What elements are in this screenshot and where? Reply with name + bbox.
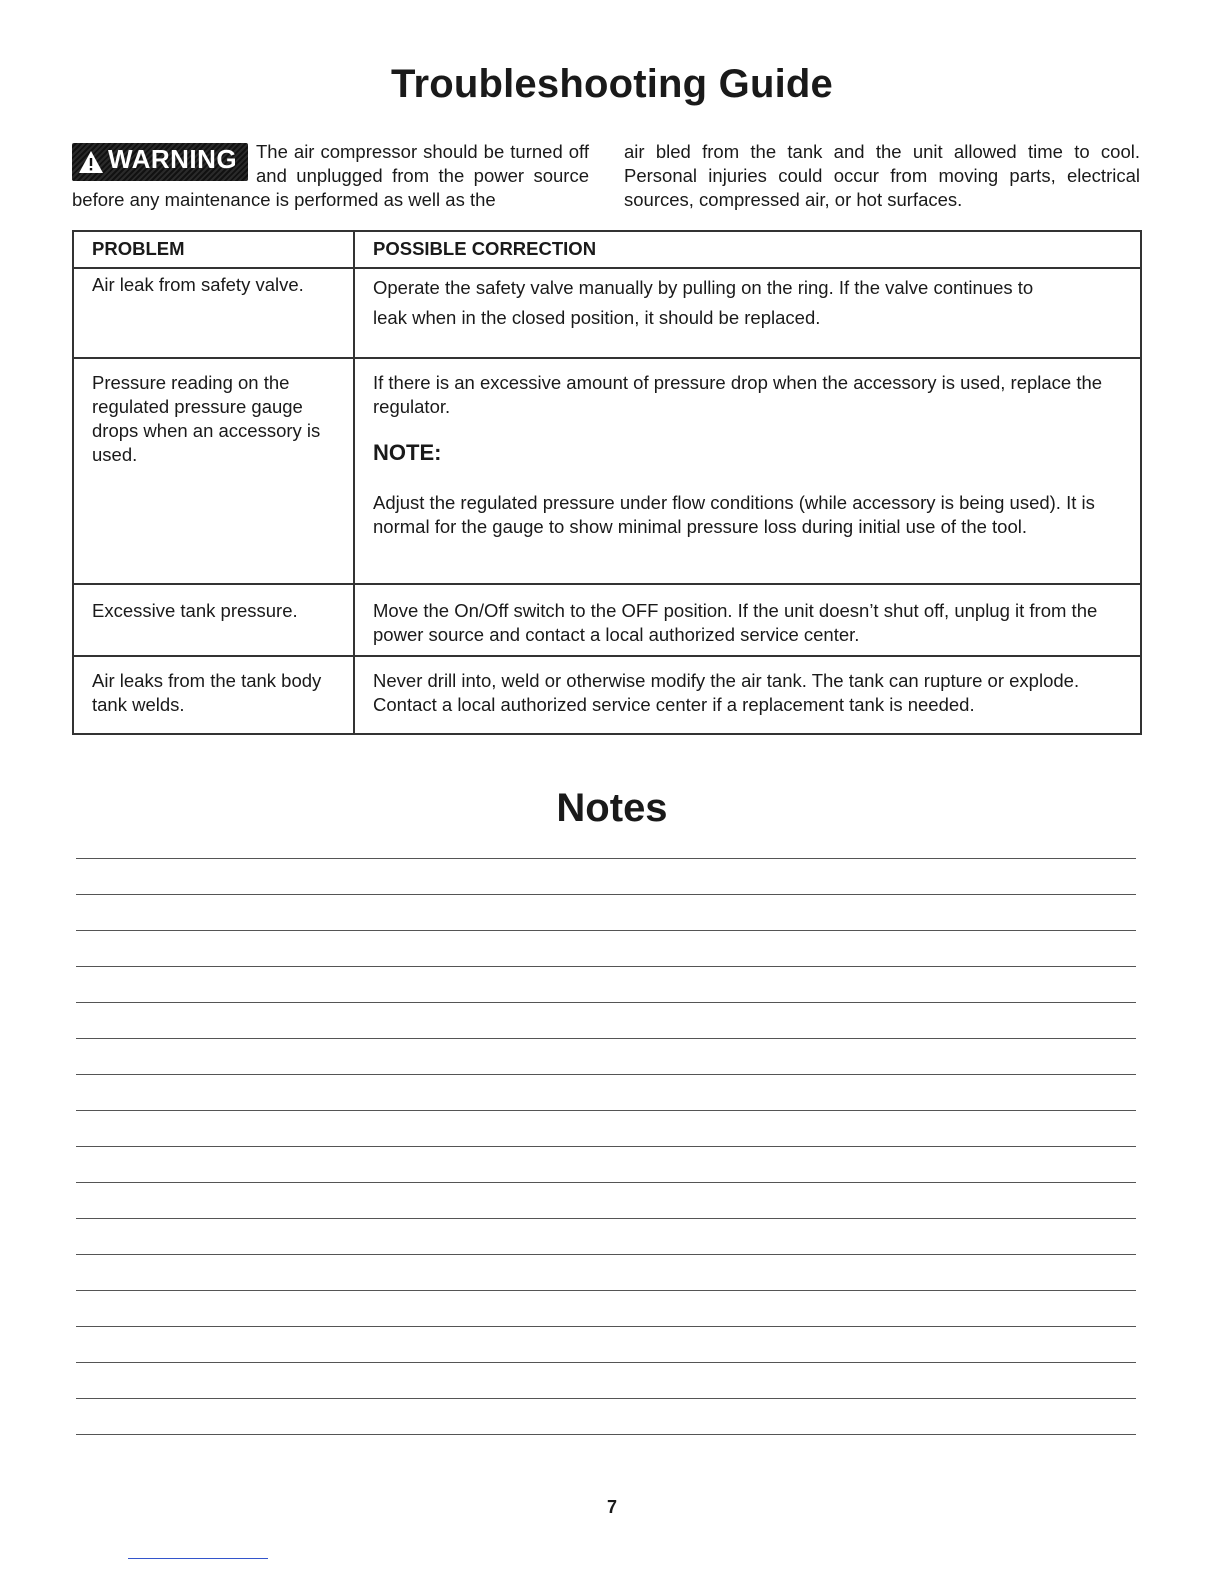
page-number: 7 bbox=[606, 1497, 617, 1517]
table-row bbox=[73, 656, 1141, 734]
correction-cell bbox=[354, 656, 1141, 734]
warning-text-left bbox=[72, 140, 589, 212]
table-row bbox=[73, 358, 1141, 584]
warning-left-text: The air compressor should be turned off and unplugged from the power source before any maintenance is performed as well as the bbox=[72, 141, 589, 210]
table-row bbox=[73, 268, 1141, 358]
correction-line: If there is an excessive amount of pressure drop when the accessory is used, replace the regulator. bbox=[373, 372, 1103, 417]
note-rule bbox=[76, 1002, 1136, 1003]
notes-title: Notes bbox=[556, 786, 668, 830]
table-header-row bbox=[73, 231, 1141, 268]
note-rule bbox=[76, 1218, 1136, 1219]
warning-text-right: air bled from the tank and the unit allowed time to cool. Personal injuries could occur from moving parts, electrical sources, compressed air, or hot surfaces. bbox=[624, 141, 1140, 210]
table-row bbox=[73, 584, 1141, 656]
warning-badge-label: WARNING bbox=[108, 144, 238, 174]
note-rule bbox=[76, 1074, 1136, 1075]
correction-cell bbox=[354, 358, 1141, 584]
correction-line: Operate the safety valve manually by pulling on the ring. If the valve continues to bbox=[373, 277, 1034, 298]
note-rule bbox=[76, 1290, 1136, 1291]
header-possible-correction: POSSIBLE CORRECTION bbox=[354, 231, 1141, 268]
problem-cell: Pressure reading on the regulated pressure gauge drops when an accessory is used. bbox=[73, 358, 354, 584]
note-rule bbox=[76, 1398, 1136, 1399]
notes-lines bbox=[76, 858, 1136, 1470]
problem-cell: Excessive tank pressure. bbox=[73, 584, 354, 656]
correction-line: Never drill into, weld or otherwise modify the air tank. The tank can rupture or explode. Contact a local authorized service center if a replacement tank is needed. bbox=[373, 670, 1080, 715]
note-label: NOTE: bbox=[373, 440, 442, 465]
footer-rule bbox=[128, 1558, 268, 1559]
note-rule bbox=[76, 1434, 1136, 1435]
note-rule bbox=[76, 1110, 1136, 1111]
note-rule bbox=[76, 894, 1136, 895]
problem-cell: Air leaks from the tank body tank welds. bbox=[73, 656, 354, 734]
header-problem: PROBLEM bbox=[73, 231, 354, 268]
warning-block bbox=[72, 140, 1142, 218]
note-rule bbox=[76, 966, 1136, 967]
note-rule bbox=[76, 1038, 1136, 1039]
correction-line: leak when in the closed position, it should be replaced. bbox=[373, 307, 821, 328]
warning-badge bbox=[72, 143, 248, 181]
note-rule bbox=[76, 1182, 1136, 1183]
correction-line: Move the On/Off switch to the OFF position. If the unit doesn’t shut off, unplug it from the power source and contact a local authorized service center. bbox=[373, 600, 1098, 645]
note-text: Adjust the regulated pressure under flow conditions (while accessory is being used). It is normal for the gauge to show minimal pressure loss during initial use of the tool. bbox=[373, 492, 1095, 537]
problem-cell: Air leak from safety valve. bbox=[73, 268, 354, 358]
note-rule bbox=[76, 1146, 1136, 1147]
troubleshooting-table bbox=[72, 230, 1142, 735]
note-rule bbox=[76, 858, 1136, 859]
warning-triangle-icon bbox=[78, 150, 104, 174]
note-rule bbox=[76, 1362, 1136, 1363]
correction-cell bbox=[354, 268, 1141, 358]
page-title: Troubleshooting Guide bbox=[391, 62, 833, 106]
correction-cell bbox=[354, 584, 1141, 656]
note-rule bbox=[76, 1326, 1136, 1327]
note-rule bbox=[76, 930, 1136, 931]
note-rule bbox=[76, 1254, 1136, 1255]
